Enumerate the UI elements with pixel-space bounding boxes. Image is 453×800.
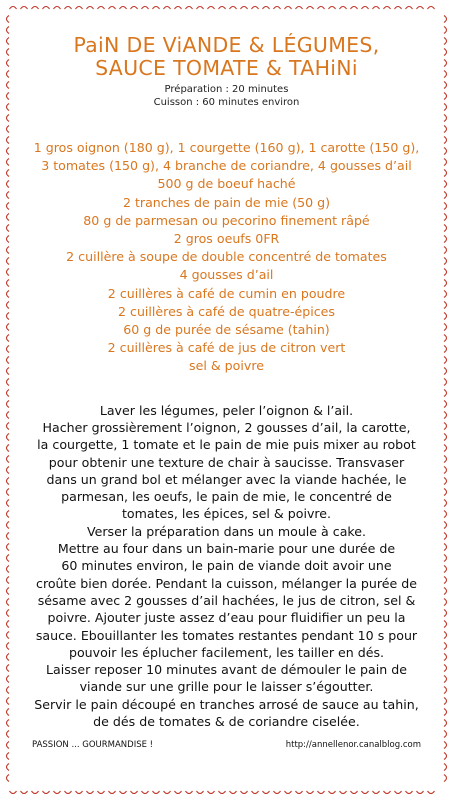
border-scallop [164, 791, 171, 794]
border-scallop [7, 731, 10, 738]
border-scallop [406, 791, 413, 794]
border-scallop [444, 412, 447, 419]
border-scallop [444, 148, 447, 155]
border-scallop [7, 566, 10, 573]
border-scallop [109, 791, 116, 794]
border-scallop [7, 423, 10, 430]
border-scallop [7, 610, 10, 617]
border-scallop [7, 764, 10, 771]
border-scallop [329, 7, 336, 10]
border-scallop [444, 621, 447, 628]
border-scallop [7, 214, 10, 221]
border-scallop [7, 775, 10, 782]
ingredient-item: 2 cuillère à soupe de double concentré de tomates [66, 249, 387, 265]
border-scallop [428, 7, 435, 10]
border-scallop [395, 7, 402, 10]
border-scallop [296, 791, 303, 794]
border-scallop [340, 791, 347, 794]
instruction-line: Verser la préparation dans un moule à cake. [86, 523, 367, 539]
instruction-line: dans un grand bol et mélanger avec la viande hachée, le [46, 471, 407, 487]
ingredients-list [22, 139, 431, 376]
border-scallop [7, 753, 10, 760]
border-scallop [21, 791, 28, 794]
border-scallop [444, 555, 447, 562]
border-scallop [7, 544, 10, 551]
border-scallop [219, 7, 226, 10]
border-scallop [54, 7, 61, 10]
border-scallop [142, 7, 149, 10]
footer-tagline: PASSION ... GOURMANDISE ! [32, 740, 154, 750]
border-scallop [197, 7, 204, 10]
border-scallop [444, 654, 447, 661]
border-scallop [76, 791, 83, 794]
border-scallop [444, 302, 447, 309]
border-scallop [362, 791, 369, 794]
border-scallop [7, 676, 10, 683]
border-scallop [444, 599, 447, 606]
border-scallop [307, 791, 314, 794]
ingredient-item: 80 g de parmesan ou pecorino finement râpé [83, 212, 370, 228]
border-scallop [153, 791, 160, 794]
border-scallop [7, 203, 10, 210]
instruction-line: parmesan, les oeufs, le pain de mie, le concentré de [61, 489, 392, 505]
border-scallop [444, 698, 447, 705]
border-scallop [444, 676, 447, 683]
instruction-line: tomates, les épices, sel & poivre. [121, 506, 332, 522]
instruction-line: Servir le pain découpé en tranches arrosé de sauce au tahin, [34, 696, 419, 712]
ingredient-item: 1 gros oignon (180 g), 1 courgette (160 g), 1 carotte (150 g), [33, 140, 420, 155]
border-scallop [373, 791, 380, 794]
recipe-title [22, 34, 431, 80]
border-scallop [7, 412, 10, 419]
border-scallop [7, 104, 10, 111]
border-scallop [285, 791, 292, 794]
border-scallop [444, 170, 447, 177]
border-scallop [7, 71, 10, 78]
border-scallop [7, 269, 10, 276]
border-scallop [444, 313, 447, 320]
preparation-time: Préparation : 20 minutes [164, 84, 289, 95]
border-scallop [417, 7, 424, 10]
border-scallop [444, 181, 447, 188]
border-scallop [444, 566, 447, 573]
border-scallop [7, 93, 10, 100]
border-scallop [7, 478, 10, 485]
border-scallop [444, 60, 447, 67]
border-scallop [7, 533, 10, 540]
border-scallop [164, 7, 171, 10]
border-scallop [7, 291, 10, 298]
border-scallop [131, 7, 138, 10]
instruction-line: la courgette, 1 tomate et le pain de mie puis mixer au robot [37, 437, 416, 453]
border-scallop [351, 791, 358, 794]
border-scallop [65, 7, 72, 10]
border-scallop [175, 791, 182, 794]
border-scallop [444, 192, 447, 199]
ingredient-item: 2 gros oeufs 0FR [173, 231, 280, 247]
border-scallop [444, 335, 447, 342]
border-scallop [444, 489, 447, 496]
border-scallop [296, 7, 303, 10]
border-scallop [153, 7, 160, 10]
footer-url[interactable]: http://annellenor.canalblog.com [285, 740, 421, 750]
border-scallop [7, 511, 10, 518]
instructions-list [22, 402, 431, 731]
border-scallop [444, 577, 447, 584]
border-scallop [329, 791, 336, 794]
border-scallop [444, 16, 447, 23]
border-scallop [444, 346, 447, 353]
ingredient-item: 500 g de boeuf haché [157, 176, 296, 192]
instruction-line: croûte bien dorée. Pendant la cuisson, mélanger la purée de [36, 575, 417, 591]
border-scallop [444, 49, 447, 56]
border-scallop [7, 709, 10, 716]
instruction-line: pour obtenir une texture de chair à saucisse. Transvaser [48, 454, 405, 470]
border-scallop [208, 791, 215, 794]
border-scallop [98, 791, 105, 794]
border-scallop [444, 93, 447, 100]
border-scallop [444, 456, 447, 463]
border-scallop [444, 236, 447, 243]
border-scallop [7, 445, 10, 452]
border-scallop [7, 302, 10, 309]
instruction-line: Hacher grossièrement l’oignon, 2 gousses d’ail, la carotte, [42, 419, 411, 435]
border-scallop [7, 313, 10, 320]
border-scallop [7, 720, 10, 727]
border-scallop [43, 791, 50, 794]
border-scallop [7, 621, 10, 628]
border-scallop [7, 643, 10, 650]
cooking-time: Cuisson : 60 minutes environ [153, 96, 300, 108]
title-line-2: SAUCE TOMATE & TAHiNi [95, 56, 358, 80]
border-scallop [444, 27, 447, 34]
border-scallop [7, 654, 10, 661]
border-scallop [263, 791, 270, 794]
border-scallop [87, 7, 94, 10]
border-scallop [444, 764, 447, 771]
border-scallop [444, 247, 447, 254]
border-scallop [43, 7, 50, 10]
border-scallop [444, 269, 447, 276]
border-scallop [7, 335, 10, 342]
border-scallop [197, 791, 204, 794]
border-scallop [7, 27, 10, 34]
title-line-1: PaiN DE ViANDE & LÉGUMES, [73, 33, 380, 57]
border-scallop [7, 137, 10, 144]
timing-info [22, 84, 431, 109]
border-scallop [7, 346, 10, 353]
border-scallop [7, 82, 10, 89]
border-scallop [384, 791, 391, 794]
border-scallop [10, 7, 17, 10]
border-scallop [54, 791, 61, 794]
border-scallop [76, 7, 83, 10]
border-scallop [362, 7, 369, 10]
ingredient-item: 2 tranches de pain de mie (50 g) [122, 194, 331, 210]
instruction-line: Mettre au four dans un bain-marie pour une durée de [57, 541, 396, 557]
border-scallop [98, 7, 105, 10]
border-scallop [7, 522, 10, 529]
border-scallop [32, 7, 39, 10]
border-scallop [444, 544, 447, 551]
border-scallop [7, 181, 10, 188]
border-scallop [7, 192, 10, 199]
border-scallop [7, 687, 10, 694]
border-scallop [406, 7, 413, 10]
border-scallop [444, 401, 447, 408]
border-scallop [274, 791, 281, 794]
border-scallop [444, 115, 447, 122]
border-scallop [7, 500, 10, 507]
ingredient-item: 4 gousses d’ail [179, 267, 274, 283]
border-scallop [444, 159, 447, 166]
instruction-line: pouvoir les éplucher facilement, les tailler en dés. [68, 644, 385, 660]
border-scallop [444, 258, 447, 265]
border-scallop [444, 423, 447, 430]
border-scallop [444, 665, 447, 672]
border-scallop [444, 368, 447, 375]
border-scallop [7, 456, 10, 463]
border-scallop [208, 7, 215, 10]
border-scallop [7, 38, 10, 45]
border-scallop [7, 698, 10, 705]
border-scallop [7, 258, 10, 265]
border-scallop [7, 170, 10, 177]
border-scallop [7, 60, 10, 67]
border-scallop [373, 7, 380, 10]
border-scallop [444, 533, 447, 540]
border-scallop [7, 665, 10, 672]
border-scallop [7, 115, 10, 122]
border-scallop [274, 7, 281, 10]
border-scallop [142, 791, 149, 794]
border-scallop [252, 791, 259, 794]
border-scallop [444, 104, 447, 111]
border-scallop [7, 632, 10, 639]
border-scallop [444, 126, 447, 133]
border-scallop [318, 7, 325, 10]
border-scallop [444, 643, 447, 650]
border-scallop [444, 357, 447, 364]
border-scallop [186, 7, 193, 10]
border-scallop [444, 38, 447, 45]
border-scallop [120, 791, 127, 794]
border-scallop [285, 7, 292, 10]
border-scallop [444, 775, 447, 782]
instruction-line: viande sur une grille pour le laisser s’égoutter. [79, 679, 374, 695]
border-scallop [444, 434, 447, 441]
border-scallop [444, 610, 447, 617]
border-scallop [32, 791, 39, 794]
border-scallop [428, 791, 435, 794]
border-scallop [444, 71, 447, 78]
border-scallop [444, 203, 447, 210]
border-scallop [65, 791, 72, 794]
instruction-line: Laisser reposer 10 minutes avant de démouler le pain de [45, 662, 407, 678]
border-scallop [340, 7, 347, 10]
border-scallop [444, 291, 447, 298]
border-scallop [7, 280, 10, 287]
border-scallop [318, 791, 325, 794]
border-scallop [7, 555, 10, 562]
border-scallop [21, 7, 28, 10]
border-scallop [7, 599, 10, 606]
border-scallop [230, 791, 237, 794]
border-scallop [307, 7, 314, 10]
border-scallop [395, 791, 402, 794]
border-scallop [351, 7, 358, 10]
border-scallop [7, 401, 10, 408]
ingredient-item: 2 cuillères à café de jus de citron vert [107, 340, 346, 356]
border-scallop [7, 588, 10, 595]
border-scallop [7, 148, 10, 155]
border-scallop [444, 753, 447, 760]
border-scallop [131, 791, 138, 794]
border-scallop [444, 632, 447, 639]
border-scallop [444, 500, 447, 507]
border-scallop [175, 7, 182, 10]
border-scallop [7, 467, 10, 474]
border-scallop [230, 7, 237, 10]
instruction-line: sésame avec 2 gousses d’ail hachées, le jus de citron, sel & [37, 592, 416, 608]
border-scallop [263, 7, 270, 10]
border-scallop [7, 577, 10, 584]
border-scallop [444, 379, 447, 386]
border-scallop [444, 137, 447, 144]
border-scallop [444, 709, 447, 716]
border-scallop [7, 742, 10, 749]
border-scallop [444, 731, 447, 738]
border-scallop [7, 247, 10, 254]
border-scallop [7, 324, 10, 331]
border-scallop [241, 7, 248, 10]
border-scallop [444, 687, 447, 694]
border-scallop [7, 16, 10, 23]
recipe-content [22, 34, 431, 730]
footer [32, 740, 421, 750]
border-scallop [444, 445, 447, 452]
border-scallop [444, 467, 447, 474]
border-scallop [109, 7, 116, 10]
border-scallop [7, 236, 10, 243]
border-scallop [7, 390, 10, 397]
ingredient-item: sel & poivre [189, 358, 264, 374]
border-scallop [7, 489, 10, 496]
border-scallop [444, 511, 447, 518]
border-scallop [252, 7, 259, 10]
border-scallop [120, 7, 127, 10]
border-scallop [444, 225, 447, 232]
ingredient-item: 2 cuillères à café de quatre-épices [118, 303, 335, 319]
border-scallop [7, 379, 10, 386]
border-scallop [444, 324, 447, 331]
border-scallop [7, 357, 10, 364]
border-scallop [219, 791, 226, 794]
border-scallop [7, 159, 10, 166]
border-scallop [7, 434, 10, 441]
border-scallop [7, 49, 10, 56]
border-scallop [444, 280, 447, 287]
border-scallop [444, 214, 447, 221]
border-scallop [384, 7, 391, 10]
instruction-line: sauce. Ebouillanter les tomates restantes pendant 10 s pour [35, 627, 418, 643]
border-scallop [444, 478, 447, 485]
border-scallop [444, 588, 447, 595]
border-scallop [7, 225, 10, 232]
instruction-line: poivre. Ajouter juste assez d’eau pour fluidifier un peu la [47, 610, 406, 626]
border-scallop [186, 791, 193, 794]
border-scallop [444, 742, 447, 749]
border-scallop [241, 791, 248, 794]
instruction-line: 60 minutes environ, le pain de viande doit avoir une [61, 558, 392, 574]
border-scallop [7, 368, 10, 375]
border-scallop [10, 791, 17, 794]
instruction-line: Laver les légumes, peler l’oignon & l’ail. [99, 402, 354, 418]
ingredient-item: 3 tomates (150 g), 4 branche de coriandre, 4 gousses d’ail [41, 158, 412, 174]
ingredient-item: 60 g de purée de sésame (tahin) [123, 322, 330, 338]
border-scallop [417, 791, 424, 794]
border-scallop [444, 522, 447, 529]
border-scallop [444, 390, 447, 397]
border-scallop [7, 126, 10, 133]
ingredient-item: 2 cuillères à café de cumin en poudre [107, 285, 346, 301]
border-scallop [87, 791, 94, 794]
border-scallop [444, 720, 447, 727]
instruction-line: de dés de tomates & de coriandre ciselée. [93, 713, 360, 729]
border-scallop [444, 82, 447, 89]
